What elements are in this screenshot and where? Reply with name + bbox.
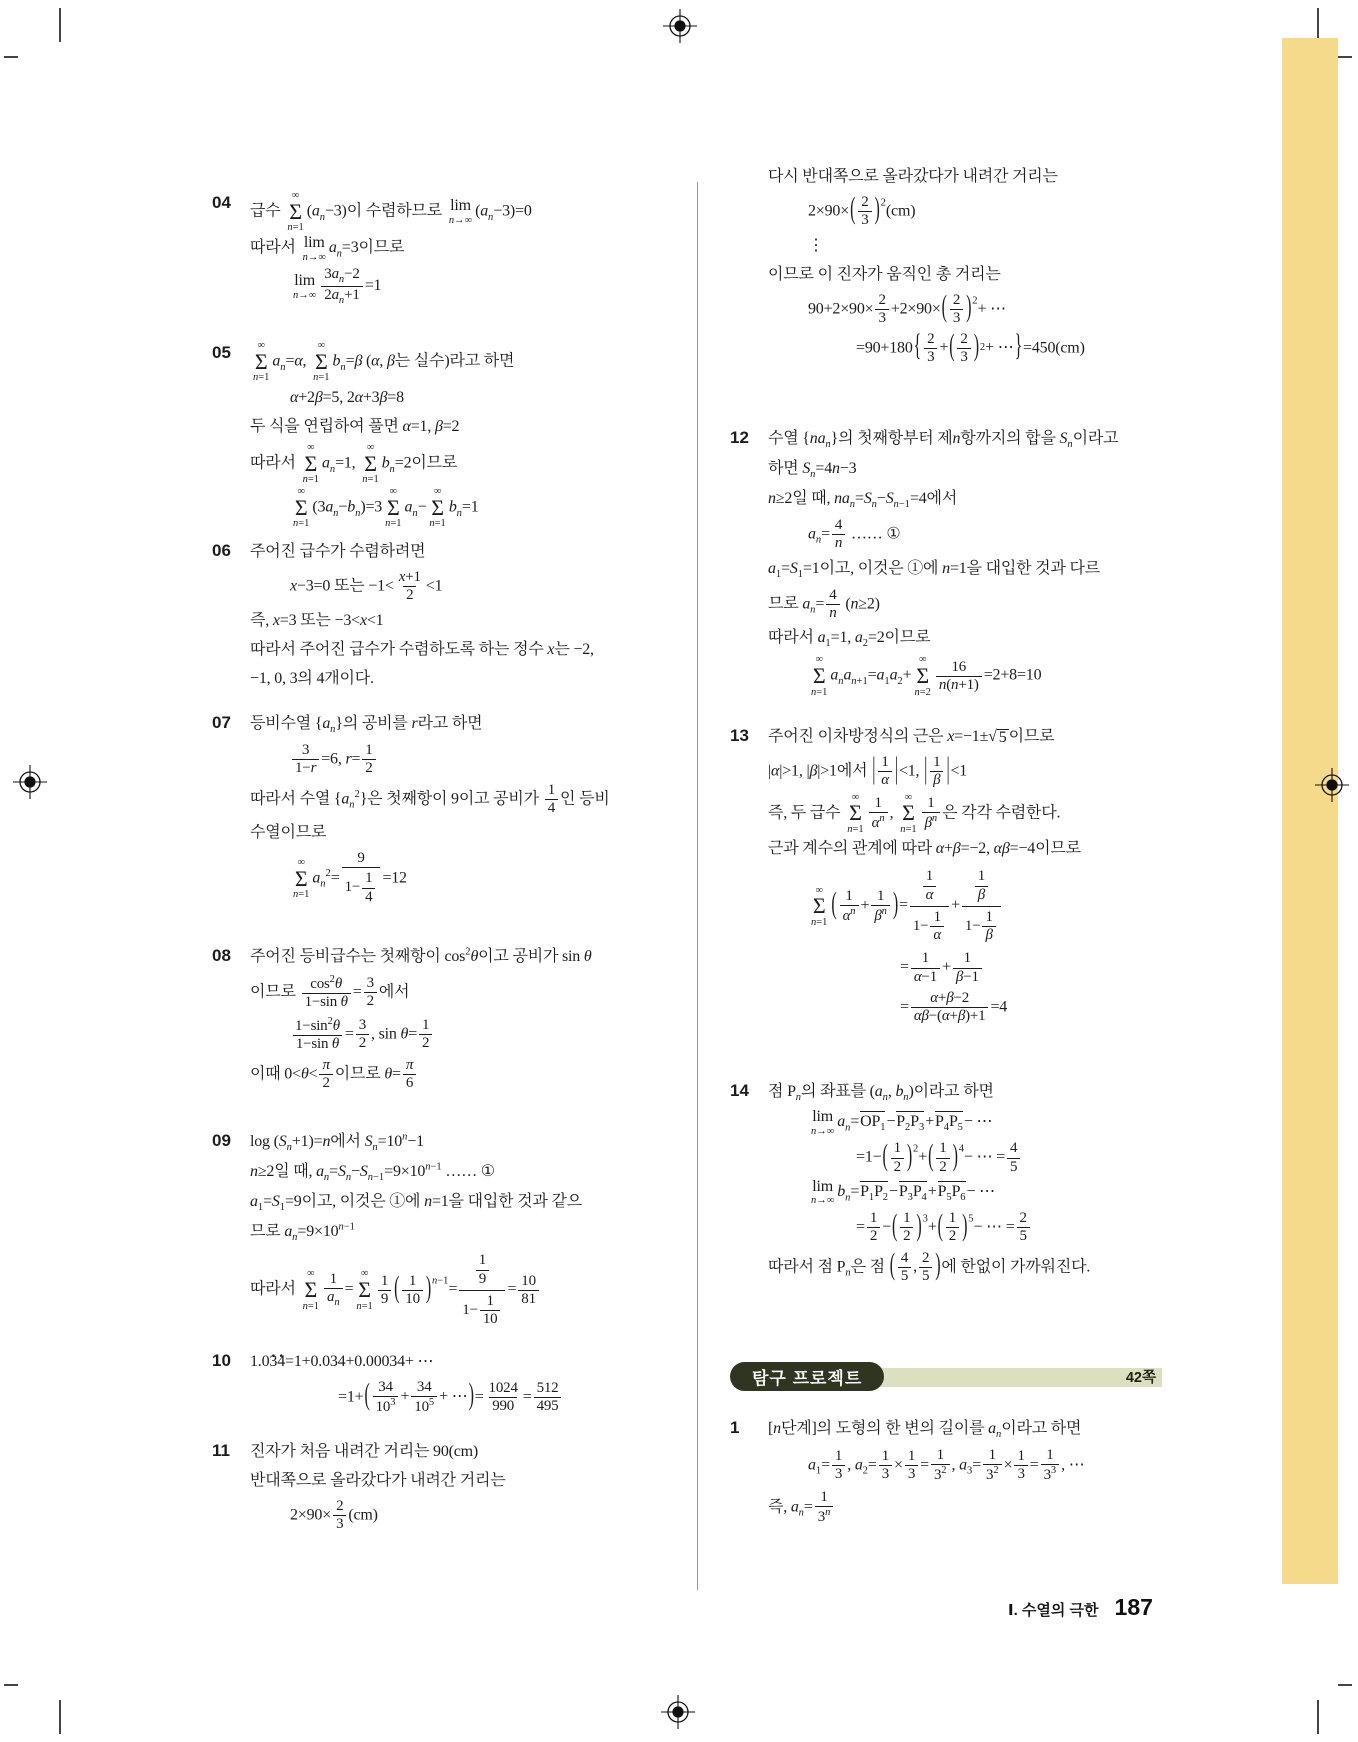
project-banner — [730, 1362, 1162, 1392]
math-line: 2×90× $\frac{2}{3}$ (cm) — [290, 1498, 378, 1533]
math-line: 따라서 점 $P_n$은 점 ( $\frac{4}{5}$ , $\frac{2}{5}$ ) 에 한없이 가까워진다. — [768, 1249, 1091, 1284]
problem-08 — [212, 943, 682, 1095]
problem-solution — [768, 425, 1162, 698]
math-line: 1.03 ·4 ·=1+0.034+0.00034+ ⋯ — [250, 1348, 682, 1377]
math-line: $\frac{1-\sin^2\theta}{\text{1−sin θ}}$ = $\frac{3}{2}$ , sin θ= $\frac{1}{2}$ — [290, 1014, 682, 1056]
math-line: 수열 $\{na_n\}$의 첫째항부터 제n항까지의 합을 $S_n$이라고 — [768, 430, 1119, 451]
problem-number: 12 — [730, 428, 749, 447]
math-line: = $\frac{1}{2}$ − ( $\frac{1}{2}$ ) $^3$+ ( $\frac{1}{2}$ ) $^5$− ⋯ = $\frac{2}{5}$ — [856, 1208, 1162, 1248]
math-line: 주어진 이차방정식의 근은 x=−1± √ 5 이므로 — [768, 728, 1055, 746]
trim-mark — [1317, 8, 1319, 42]
math-line: $a_1=$ $\frac{1}{3}$ , $a_2=$ $\frac{1}{3}$ × $\frac{1}{3}$ = $\frac{1}{3^2}$ , $a_3=$ $\frac{1}{3^2}$ × $\frac{1}{3}$ = $\frac{1}{3^3}$ , ⋯ — [808, 1447, 1085, 1484]
problem-solution — [250, 190, 682, 309]
problem-number: 11 — [212, 1441, 230, 1460]
problem-11 — [212, 1438, 682, 1536]
math-line: $a_1=S_1=9$이고, 이것은 ①에 n=1을 대입한 것과 같으 — [250, 1193, 583, 1214]
trim-mark — [59, 1700, 61, 1734]
trim-mark — [1338, 1684, 1352, 1686]
problem-number: 10 — [212, 1351, 231, 1370]
problem-solution — [250, 1438, 682, 1536]
math-line: 이므로 이 진자가 움직인 총 거리는 — [768, 265, 1001, 283]
math-line: lim n→∞ $b_n=P_1P_2-P_3P_4+P_5P_6-$ ⋯ — [811, 1177, 995, 1207]
math-line: 2×90× ( $\frac{2}{3}$ ) $^2$(cm) — [808, 193, 916, 229]
problem-number: 04 — [212, 193, 231, 212]
math-line: 따라서 주어진 급수가 수렴하도록 하는 정수 x는 −2, — [250, 640, 594, 658]
problem-solution — [250, 340, 682, 530]
math-line: =1+ ( $\frac{34}{10^3}$ + $\frac{34}{10^5}$ + ⋯ ) = $\frac{1024}{990}$ = $\frac{512}{495}$ — [338, 1377, 682, 1419]
math-line: 하면 $S_n=4n-3$ — [768, 460, 857, 481]
registration-mark-icon — [1315, 768, 1349, 802]
problem-solution — [768, 163, 1162, 369]
problem-solution — [768, 723, 1162, 1027]
trim-mark — [1338, 56, 1352, 58]
math-line: −1, 0, 3의 4개이다. — [250, 669, 374, 687]
project-banner-title: 탐구 프로젝트 — [730, 1362, 884, 1391]
problem-14 — [730, 1078, 1162, 1287]
problem-06 — [212, 538, 682, 694]
math-line: 진자가 처음 내려간 거리는 90(cm) — [250, 1443, 479, 1460]
math-line: $\frac{3}{1-r}$ =6, r= $\frac{1}{2}$ — [290, 740, 682, 780]
problem-solution — [250, 943, 682, 1095]
math-line: =1− ( $\frac{1}{2}$ ) $^2$+ ( $\frac{1}{2}$ ) $^4$− ⋯ = $\frac{4}{5}$ — [856, 1138, 1162, 1178]
problem-solution — [768, 1415, 1162, 1528]
problem-solution — [250, 1348, 682, 1419]
math-line: ∞ Σ n=1 $a_n^2=$ 9 1− $\frac{1}{4}$ =12 — [290, 848, 682, 910]
trim-mark — [4, 56, 18, 58]
math-line: ∞ Σ n=1 ( $\frac{1}{\alpha^n}$ + $\frac{1}{\beta^n}$ ) = $\frac{1}{\alpha}$ 1− $\frac{1}{\alpha}$ + $\frac{1}{\beta}$ 1− $\frac{1}{\beta}$ — [808, 864, 1162, 948]
registration-mark-icon — [13, 765, 47, 799]
math-line: $a_1=S_1=1$이고, 이것은 ①에 n=1을 대입한 것과 다르 — [768, 559, 1101, 580]
math-line: 이때 0<θ< $\frac{\pi}{2}$ 이므로 θ= $\frac{\pi}{6}$ — [250, 1055, 682, 1095]
problem-continuation — [730, 163, 1162, 369]
math-line: ∞ Σ n=1 $a_na_{n+1}=a_1a_2+$ ∞ Σ n=2 $\frac{16}{n(n+1)}$ =2+8=10 — [811, 654, 1042, 698]
problem-number: 08 — [212, 946, 231, 965]
math-line: 따라서 lim n→∞ $a_n=3$이므로 — [250, 233, 405, 263]
registration-mark-icon — [663, 9, 697, 43]
problem-number: 07 — [212, 713, 231, 732]
math-line: ∞ Σ n=1 $(3a_n-b_n)=3$ ∞ Σ n=1 $a_n-$ ∞ Σ n=1 $b_n=1$ — [293, 485, 479, 530]
problem-12 — [730, 425, 1162, 698]
math-line: = $\frac{1}{\alpha-1}$ + $\frac{1}{\beta-1}$ — [900, 948, 1162, 988]
problem-number: 06 — [212, 541, 231, 560]
problem-1 — [730, 1415, 1162, 1528]
math-line: $\log (S_n+1)=n$에서 $S_n=10^n-1$ — [250, 1131, 424, 1154]
problem-solution — [250, 1128, 682, 1332]
problem-05 — [212, 340, 682, 530]
column-divider — [697, 182, 698, 1590]
math-line: 이므로 $\frac{\cos^2\theta}{\text{1−sin θ}}$ = $\frac{3}{2}$ 에서 — [250, 974, 410, 1011]
page-footer — [1008, 1594, 1188, 1621]
page-edge-band — [1282, 38, 1338, 1584]
math-line: 따라서 $a_1=1$, $a_2=2$이므로 — [768, 629, 931, 650]
registration-mark-icon — [661, 1695, 695, 1729]
math-line: 따라서 ∞ Σ n=1 $a_n=1$, ∞ Σ n=1 $b_n=2$이므로 — [250, 441, 458, 486]
math-line: ∞ Σ n=1 $a_n=\alpha$, ∞ Σ n=1 $b_n=\beta$ (α, β는 실수)라고 하면 — [253, 340, 515, 384]
math-line: 등비수열 $\{a_n\}$의 공비를 r라고 하면 — [250, 715, 483, 736]
math-line: 다시 반대쪽으로 올라갔다가 내려간 거리는 — [768, 168, 1058, 185]
math-line: 따라서 ∞ Σ n=1 $\frac{1}{a_n}$ = ∞ Σ n=1 $\frac{1}{9}$ ( $\frac{1}{10}$ ) $^{n-1}$= $\frac{1}{9}$ 1− $\frac{1}{10}$ = $\frac{10}{81}$ — [250, 1248, 682, 1332]
problem-04 — [212, 190, 682, 309]
problem-10 — [212, 1348, 682, 1419]
problem-07 — [212, 710, 682, 910]
problem-13 — [730, 723, 1162, 1027]
math-line: 즉, x=3 또는 −3<x<1 — [250, 611, 384, 629]
math-line: =90+180 { $\frac{2}{3}$ + ( $\frac{2}{3}$ ) 2 + ⋯ } =450(cm) — [856, 330, 1085, 366]
math-line: lim n→∞ $a_n=OP_1-P_2P_3+P_4P_5-$ ⋯ — [811, 1108, 993, 1137]
math-line: 90+2×90× $\frac{2}{3}$ +2×90× ( $\frac{2}{3}$ ) $^2$+ ⋯ — [808, 291, 1006, 326]
trim-mark — [1317, 1700, 1319, 1734]
problem-number: 13 — [730, 726, 749, 745]
math-line: n≥2일 때, $na_n=S_n-S_{n-1}=4$에서 — [768, 490, 958, 511]
problem-number: 14 — [730, 1081, 749, 1100]
math-line: 점 $P_n$의 좌표를 ($a_n$, $b_n$)이라고 하면 — [768, 1083, 994, 1104]
math-line: 즉, 두 급수 ∞ Σ n=1 $\frac{1}{\alpha^n}$ , ∞ Σ n=1 $\frac{1}{\beta^n}$ 은 각각 수렴한다. — [768, 791, 1061, 835]
problem-solution — [768, 1078, 1162, 1287]
math-line: 두 식을 연립하여 풀면 α=1, β=2 — [250, 417, 460, 435]
math-line: 므로 $a_n=9\times 10^{n-1}$ — [250, 1221, 355, 1244]
problem-solution — [250, 538, 682, 694]
math-line: $a_n=$ $\frac{4}{n}$ …… ① — [808, 517, 901, 552]
math-line: lim n→∞ $\frac{3a_n-2}{2a_n+1}$ =1 — [293, 266, 382, 307]
problem-number: 09 — [212, 1131, 231, 1150]
footer-page-number: 187 — [1114, 1594, 1153, 1620]
math-line: 수열이므로 — [250, 824, 327, 842]
math-line: 반대쪽으로 올라갔다가 내려간 거리는 — [250, 1472, 506, 1489]
math-line: x−3=0 또는 −1< $\frac{x+1}{2}$ <1 — [290, 569, 443, 604]
trim-mark — [59, 8, 61, 42]
math-line: α+2β=5, 2α+3β=8 — [290, 388, 404, 406]
math-line: 따라서 수열 $\{a_n^2\}$은 첫째항이 9이고 공비가 $\frac{1}{4}$ 인 등비 — [250, 781, 610, 816]
problem-number: 05 — [212, 343, 231, 362]
project-banner-page-ref: 42쪽 — [1125, 1370, 1156, 1386]
footer-chapter-label: Ⅰ. 수열의 극한 — [1008, 1602, 1099, 1619]
problem-solution — [250, 710, 682, 910]
problem-number — [730, 163, 768, 166]
math-line: ⋮ — [808, 236, 824, 254]
math-line: 주어진 등비급수는 첫째항이 $\cos^2\theta$이고 공비가 sin θ — [250, 946, 592, 965]
math-line: [n단계]의 도형의 한 변의 길이를 $a_n$이라고 하면 — [768, 1420, 1082, 1441]
math-line: 근과 계수의 관계에 따라 α+β=−2, αβ=−4이므로 — [768, 840, 1081, 858]
problem-09 — [212, 1128, 682, 1332]
math-line: |α|>1, |β|>1에서 | $\frac{1}{\alpha}$ | <1, | $\frac{1}{\beta}$ | <1 — [768, 753, 968, 789]
math-line: 급수 ∞ Σ n=1 $(a_n-3)$이 수렴하므로 lim n→∞ $(a_n-3)=0$ — [250, 190, 532, 234]
math-line: 주어진 급수가 수렴하려면 — [250, 543, 426, 560]
math-line: 즉, $a_n=$ $\frac{1}{3^n}$ — [768, 1487, 1162, 1529]
problem-number: 1 — [730, 1418, 740, 1437]
math-line: n≥2일 때, $a_n=S_n-S_{n-1}=9\times 10^{n-1}$ …… ① — [250, 1161, 495, 1184]
math-line: = $\frac{\alpha+\beta-2}{\alpha\beta-(\alpha+\beta)+1}$ =4 — [900, 989, 1008, 1025]
math-line: 므로 $a_n=$ $\frac{4}{n}$ (n≥2) — [768, 586, 880, 622]
trim-mark — [4, 1684, 18, 1686]
